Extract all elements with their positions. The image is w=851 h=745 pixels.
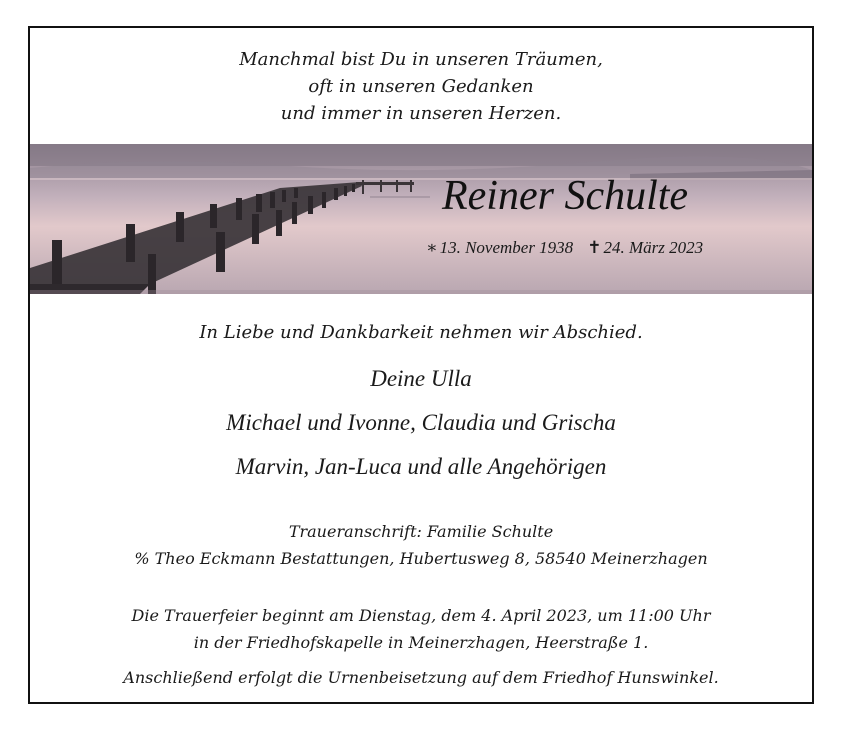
poem-line-2: oft in unseren Gedanken <box>308 76 534 97</box>
deceased-name: Reiner Schulte <box>442 173 689 219</box>
service-info <box>30 602 812 656</box>
family-line-2: Michael und Ivonne, Claudia und Grischa <box>226 410 616 435</box>
mourning-address <box>30 518 812 572</box>
life-dates <box>426 238 703 258</box>
burial-info: Anschließend erfolgt die Urnenbeisetzung auf dem Friedhof Hunswinkel. <box>123 668 719 687</box>
pier-landscape-illustration <box>30 144 812 294</box>
service-line-2: in der Friedhofskapelle in Meinerzhagen, Heerstraße 1. <box>193 633 649 652</box>
death-date: 24. März 2023 <box>603 238 704 257</box>
death-cross-icon: ✝ <box>587 238 602 257</box>
service-line-1: Die Trauerfeier beginnt am Dienstag, dem 4. April 2023, um 11:00 Uhr <box>131 606 711 625</box>
poem-line-1: Manchmal bist Du in unseren Träumen, <box>239 49 603 70</box>
poem <box>30 46 812 127</box>
family-line-3: Marvin, Jan-Luca und alle Angehörigen <box>235 454 607 479</box>
pier-banner-image <box>30 144 812 294</box>
farewell-text: In Liebe und Dankbarkeit nehmen wir Abschied. <box>199 322 643 343</box>
poem-line-3: und immer in unseren Herzen. <box>280 103 562 124</box>
address-line-1: Traueranschrift: Familie Schulte <box>288 522 554 541</box>
address-line-2: % Theo Eckmann Bestattungen, Hubertusweg 8, 58540 Meinerzhagen <box>134 549 708 568</box>
birth-star-icon: ∗ <box>426 238 438 257</box>
family-line-1: Deine Ulla <box>370 366 472 391</box>
obituary-frame <box>28 26 814 704</box>
birth-date: 13. November 1938 <box>439 238 574 257</box>
